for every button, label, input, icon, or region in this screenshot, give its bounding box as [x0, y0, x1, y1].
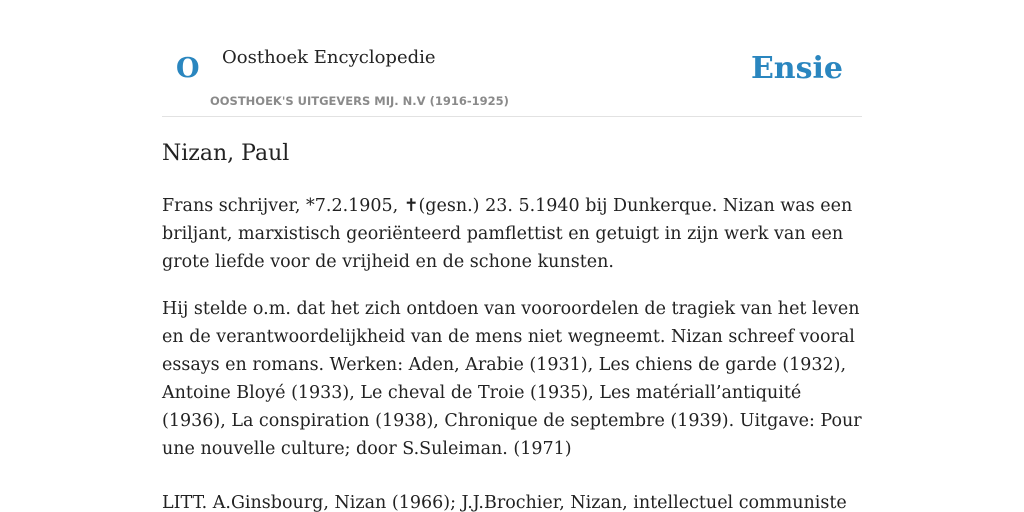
site-title[interactable]: Oosthoek Encyclopedie: [222, 47, 436, 68]
site-header: [162, 0, 862, 117]
entry-paragraph: Frans schrijver, *7.2.1905, ✝(gesn.) 23. 5.1940 bij Dunkerque. Nizan was een briljant, marxistisch georiënteerd pamflettist en getuigt in zijn werk van een grote liefde voor de vrijheid en de schone kunsten.: [162, 196, 853, 272]
brand-logo[interactable]: Ensie: [750, 51, 843, 86]
entry-title: Nizan, Paul: [162, 141, 290, 166]
publisher-subtitle: OOSTHOEK'S UITGEVERS MIJ. N.V (1916-1925): [210, 94, 509, 108]
entry-paragraph: Hij stelde o.m. dat het zich ontdoen van vooroordelen de tragiek van het leven en de verantwoordelijkheid van de mens niet wegneemt. Nizan schreef vooral essays en romans. Werken: Aden, Arabie (1931), Les chiens de garde (1932), Antoine Bloyé (1933), Le cheval de Troie (1935), Les matériall’antiquité (1936), La conspiration (1938), Chronique de septembre (1939). Uitgave: Pour une nouvelle culture; door S.Suleiman. (1971): [162, 299, 862, 459]
site-logo[interactable]: O: [176, 53, 200, 84]
literature-references: LITT. A.Ginsbourg, Nizan (1966); J.J.Brochier, Nizan, intellectuel communiste: [162, 493, 847, 512]
entry-content: [162, 192, 862, 512]
